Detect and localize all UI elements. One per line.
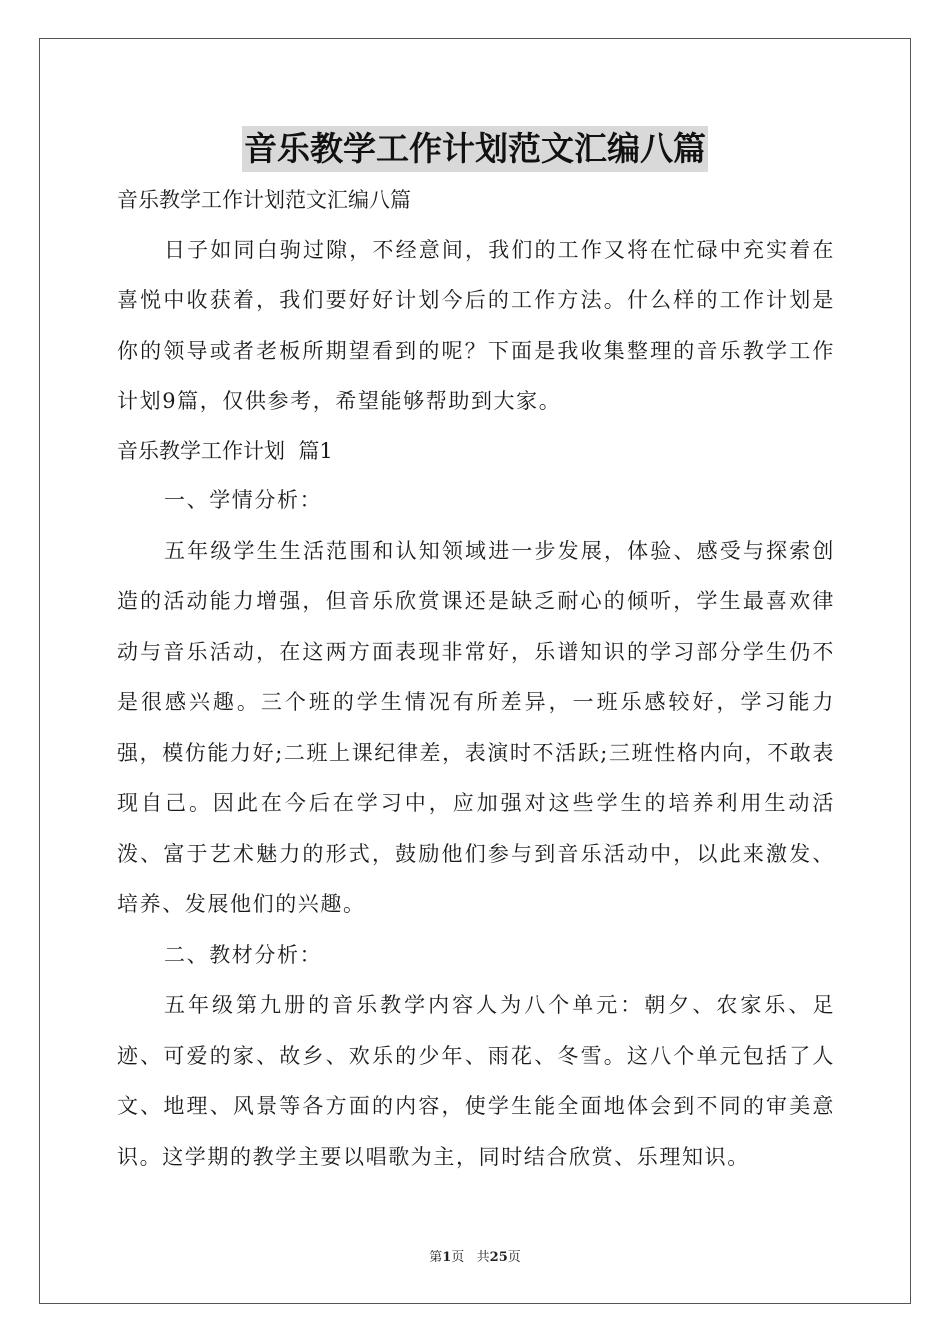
document-body (117, 176, 835, 1182)
footer-mid: 页 共 (451, 1250, 490, 1265)
section-title: 音乐教学工作计划 篇1 (117, 438, 333, 463)
footer-suffix: 页 (507, 1250, 521, 1265)
title-container (0, 126, 950, 172)
paragraph-student-analysis: 五年级学生生活范围和认知领域进一步发展，体验、感受与探索创造的活动能力增强，但音乐欣赏课还是缺乏耐心的倾听，学生最喜欢律动与音乐活动，在这两方面表现非常好，乐谱知识的学习部分学生仍不是很感兴趣。三个班的学生情况有所差异，一班乐感较好，学习能力强，模仿能力好;二班上课纪律差，表演时不活跃;三班性格内向，不敢表现自己。因此在今后在学习中，应加强对这些学生的培养利用生动活泼、富于艺术魅力的形式，鼓励他们参与到音乐活动中，以此来激发、培养、发展他们的兴趣。 (117, 538, 835, 916)
current-page-number: 1 (442, 1250, 452, 1265)
paragraph-textbook-analysis: 五年级第九册的音乐教学内容人为八个单元：朝夕、农家乐、足迹、可爱的家、故乡、欢乐的少年、雨花、冬雪。这八个单元包括了人文、地理、风景等各方面的内容，使学生能全面地体会到不同的审美意识。这学期的教学主要以唱歌为主，同时结合欣赏、乐理知识。 (117, 993, 835, 1169)
intro-paragraph: 日子如同白驹过隙，不经意间，我们的工作又将在忙碌中充实着在喜悦中收获着，我们要好好计划今后的工作方法。什么样的工作计划是你的领导或者老板所期望看到的呢？下面是我收集整理的音乐教学工作计划9篇，仅供参考，希望能够帮助到大家。 (117, 237, 835, 413)
footer-prefix: 第 (429, 1250, 443, 1265)
page-footer (0, 1246, 950, 1265)
heading-student-analysis: 一、学情分析： (164, 488, 323, 512)
heading-textbook-analysis: 二、教材分析： (164, 942, 323, 967)
document-subtitle: 音乐教学工作计划范文汇编八篇 (117, 188, 411, 212)
document-title: 音乐教学工作计划范文汇编八篇 (242, 126, 708, 172)
total-page-count: 25 (489, 1250, 508, 1265)
